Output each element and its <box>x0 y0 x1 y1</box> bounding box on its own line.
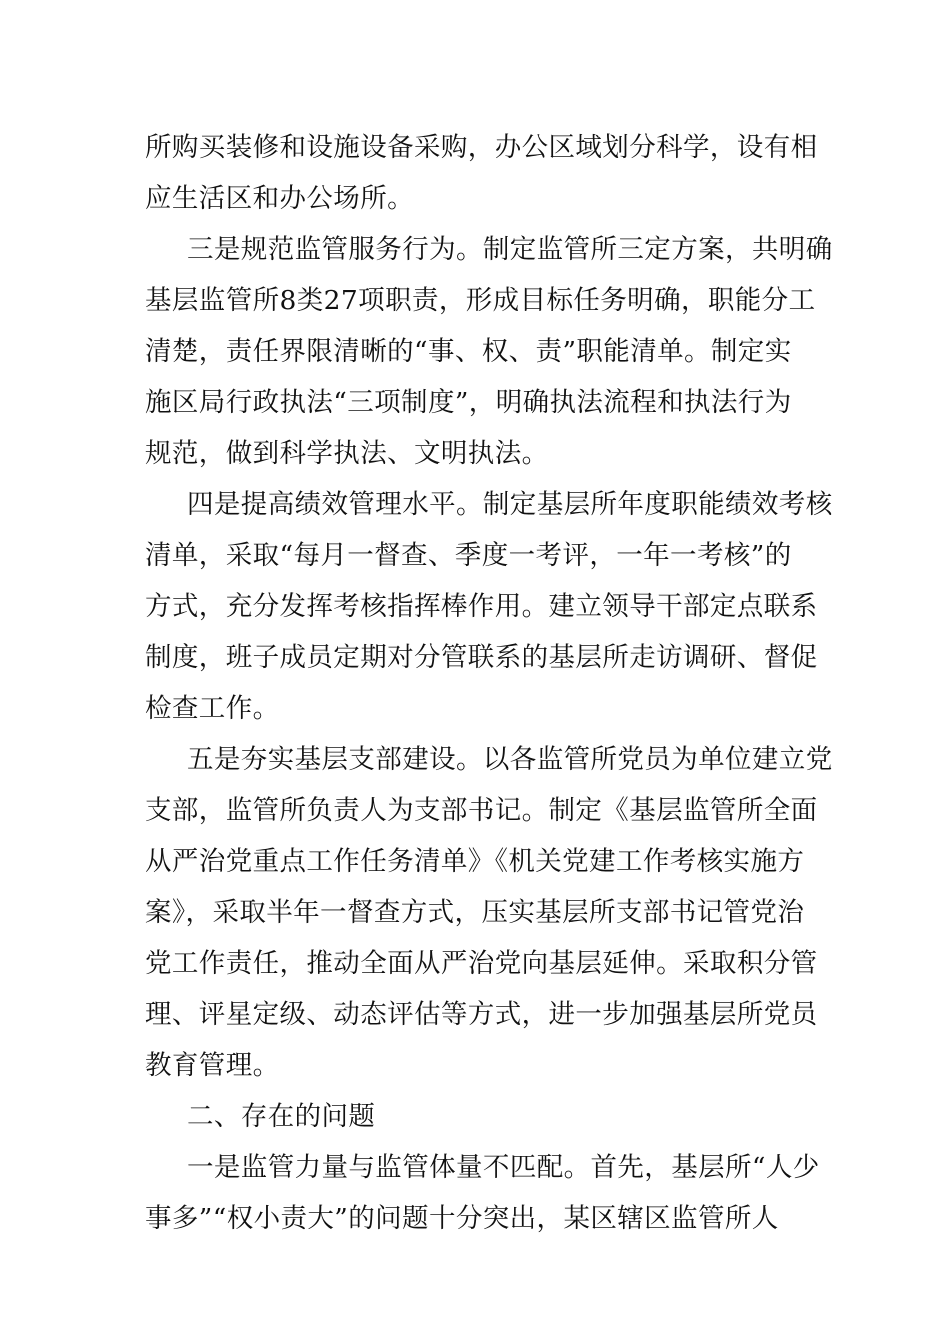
document-body <box>145 122 833 1244</box>
text-line: 教育管理。 <box>145 1050 280 1081</box>
paragraph-start-line: 五是夯实基层支部建设。以各监管所党员为单位建立党 <box>187 744 833 775</box>
text-line: 案》，采取半年一督查方式，压实基层所支部书记管党治 <box>145 897 805 928</box>
text-line: 制度，班子成员定期对分管联系的基层所走访调研、督促 <box>145 642 818 673</box>
paragraph-start-line: 一是监管力量与监管体量不匹配。首先，基层所“人少 <box>187 1152 820 1183</box>
section-heading: 二、存在的问题 <box>187 1101 376 1132</box>
text-line: 从严治党重点工作任务清单》《机关党建工作考核实施方 <box>145 846 805 877</box>
text-line: 应生活区和办公场所。 <box>145 183 414 214</box>
text-line: 事多”“权小责大”的问题十分突出，某区辖区监管所人 <box>145 1203 779 1234</box>
text-line: 支部，监管所负责人为支部书记。制定《基层监管所全面 <box>145 795 818 826</box>
text-line: 方式，充分发挥考核指挥棒作用。建立领导干部定点联系 <box>145 591 818 622</box>
text-line: 所购买装修和设施设备采购，办公区域划分科学，设有相 <box>145 132 818 163</box>
paragraph-start-line: 四是提高绩效管理水平。制定基层所年度职能绩效考核 <box>187 489 833 520</box>
paragraph-start-line: 三是规范监管服务行为。制定监管所三定方案，共明确 <box>187 234 833 265</box>
text-line: 清楚，责任界限清晰的“事、权、责”职能清单。制定实 <box>145 336 792 367</box>
text-line: 规范，做到科学执法、文明执法。 <box>145 438 549 469</box>
text-line: 基层监管所8类27项职责，形成目标任务明确，职能分工 <box>145 285 816 316</box>
text-line: 检查工作。 <box>145 693 280 724</box>
text-line: 党工作责任，推动全面从严治党向基层延伸。采取积分管 <box>145 948 818 979</box>
text-line: 理、评星定级、动态评估等方式，进一步加强基层所党员 <box>145 999 818 1030</box>
text-line: 施区局行政执法“三项制度”，明确执法流程和执法行为 <box>145 387 792 418</box>
text-line: 清单，采取“每月一督查、季度一考评，一年一考核”的 <box>145 540 792 571</box>
